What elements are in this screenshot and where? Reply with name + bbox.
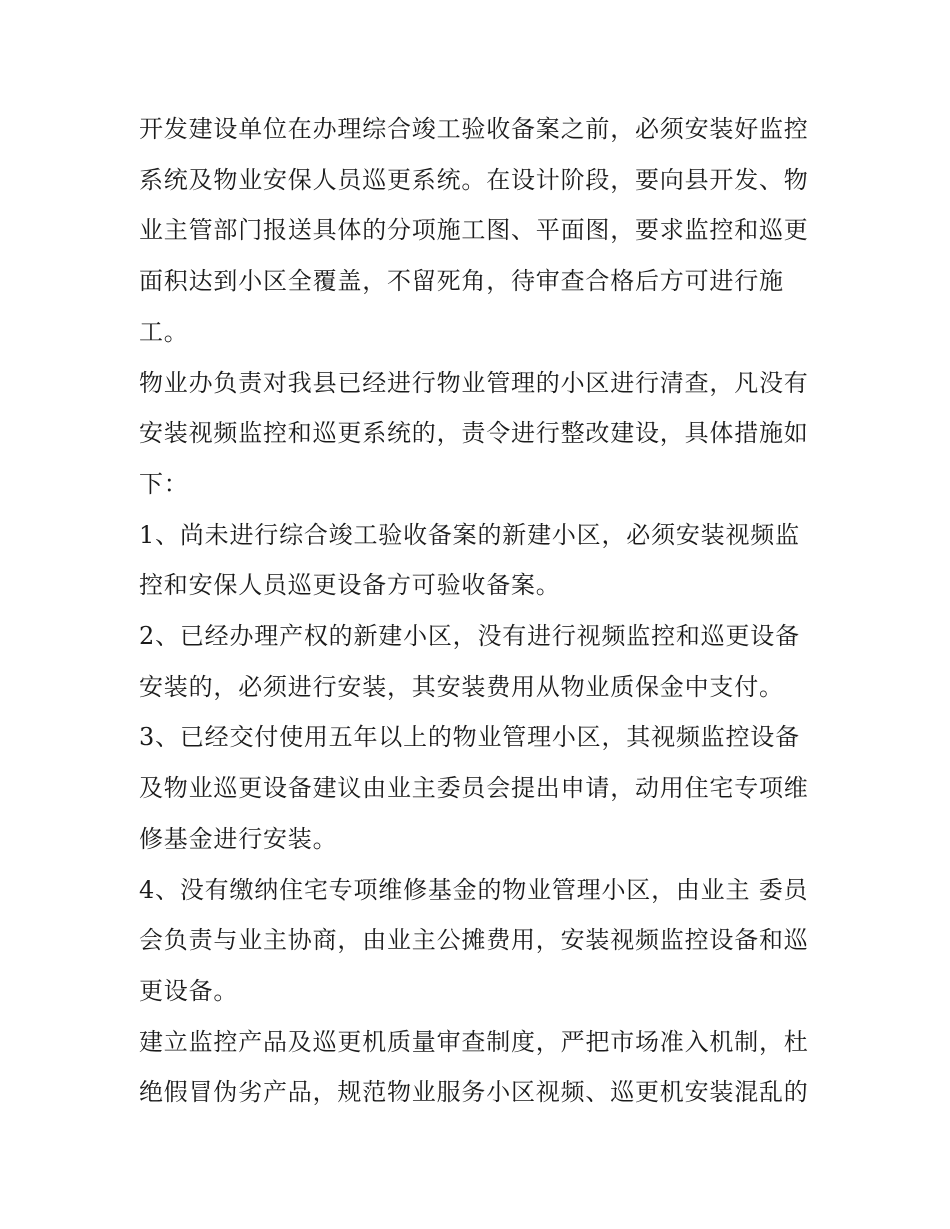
text-line: 修基金进行安装。 — [139, 824, 338, 853]
paragraph-measure-2 — [139, 611, 819, 712]
paragraph-measure-4 — [139, 865, 819, 1017]
text-line: 安装视频监控和巡更系统的，责令进行整改建设，具体措施如 — [139, 419, 809, 448]
text-line: 建立监控产品及巡更机质量审查制度，严把市场准入机制，杜 — [139, 1027, 809, 1056]
text-line: 工。 — [139, 317, 189, 346]
text-line: 控和安保人员巡更设备方可验收备案。 — [139, 571, 561, 600]
text-line: 更设备。 — [139, 976, 239, 1005]
text-line: 2、已经办理产权的新建小区，没有进行视频监控和巡更设备 — [139, 622, 800, 651]
text-line: 1、尚未进行综合竣工验收备案的新建小区，必须安装视频监 — [139, 520, 800, 549]
text-line: 安装的，必须进行安装，其安装费用从物业质保金中支付。 — [139, 672, 784, 701]
document-body — [139, 104, 819, 1118]
paragraph-measure-1 — [139, 510, 819, 611]
text-line: 系统及物业安保人员巡更系统。在设计阶段，要向县开发、物 — [139, 165, 809, 194]
paragraph-construction-requirement — [139, 104, 819, 358]
text-line: 物业办负责对我县已经进行物业管理的小区进行清查，凡没有 — [139, 368, 809, 397]
paragraph-measure-3 — [139, 712, 819, 864]
paragraph-property-office-inspection — [139, 358, 819, 510]
text-line: 及物业巡更设备建议由业主委员会提出申请，动用住宅专项维 — [139, 774, 809, 803]
paragraph-quality-review — [139, 1017, 819, 1118]
text-line: 业主管部门报送具体的分项施工图、平面图，要求监控和巡更 — [139, 216, 809, 245]
text-line: 4、没有缴纳住宅专项维修基金的物业管理小区，由业主 委员 — [139, 875, 809, 904]
text-line: 会负责与业主协商，由业主公摊费用，安装视频监控设备和巡 — [139, 926, 809, 955]
text-line: 绝假冒伪劣产品，规范物业服务小区视频、巡更机安装混乱的 — [139, 1078, 809, 1107]
text-line: 面积达到小区全覆盖，不留死角，待审查合格后方可进行施 — [139, 267, 784, 296]
text-line: 下： — [139, 469, 189, 498]
text-line: 开发建设单位在办理综合竣工验收备案之前，必须安装好监控 — [139, 115, 809, 143]
text-line: 3、已经交付使用五年以上的物业管理小区，其视频监控设备 — [139, 723, 800, 752]
